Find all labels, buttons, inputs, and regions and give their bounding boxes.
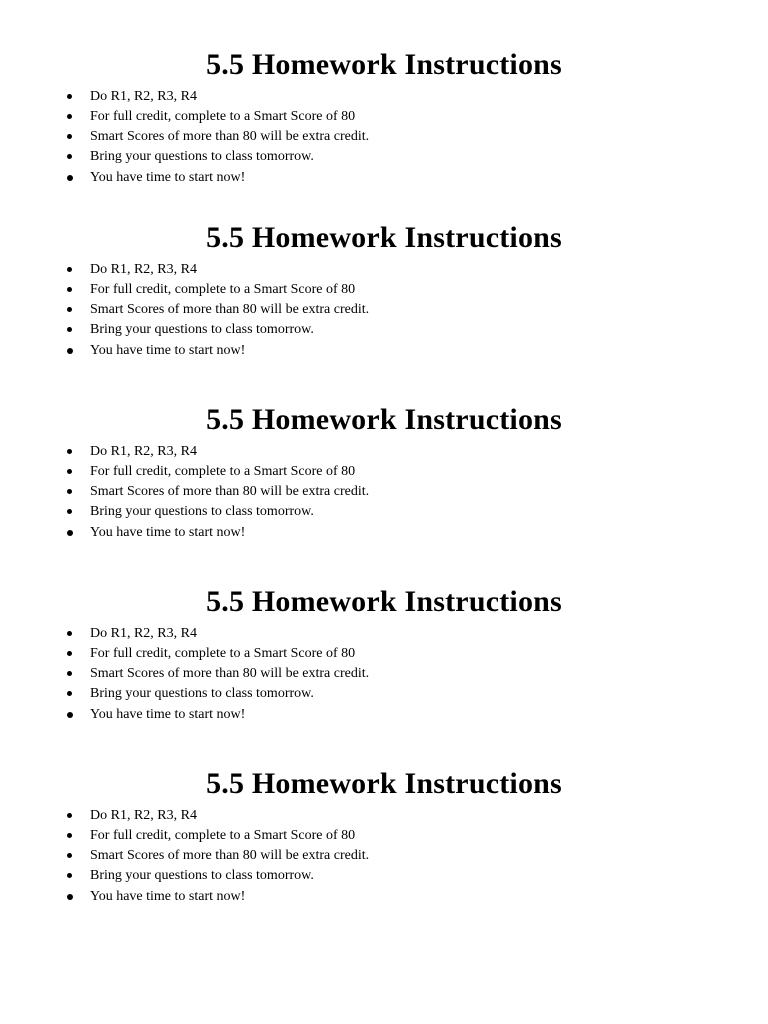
bullet-icon bbox=[67, 691, 72, 696]
bullet-icon bbox=[67, 671, 72, 676]
list-item-text: Do R1, R2, R3, R4 bbox=[90, 262, 197, 277]
bullet-icon bbox=[67, 348, 73, 354]
list-item-text: Smart Scores of more than 80 will be extra credit. bbox=[90, 848, 370, 863]
list-item bbox=[0, 107, 768, 127]
bullet-icon bbox=[67, 651, 72, 656]
list-item bbox=[0, 886, 768, 908]
list-item-text: Smart Scores of more than 80 will be extra credit. bbox=[90, 484, 370, 499]
list-item-text: You have time to start now! bbox=[90, 707, 246, 722]
bullet-icon bbox=[67, 894, 73, 900]
instructions-block-4 bbox=[0, 584, 768, 722]
list-item bbox=[0, 442, 768, 462]
list-item-text: You have time to start now! bbox=[90, 343, 246, 358]
bullet-icon bbox=[67, 469, 72, 474]
list-item bbox=[0, 260, 768, 280]
list-item bbox=[0, 704, 768, 726]
bullet-icon bbox=[67, 449, 72, 454]
list-item bbox=[0, 624, 768, 644]
bullet-icon bbox=[67, 287, 72, 292]
list-item-text: Smart Scores of more than 80 will be extra credit. bbox=[90, 129, 370, 144]
list-item bbox=[0, 684, 768, 704]
list-item bbox=[0, 644, 768, 664]
instruction-list bbox=[0, 87, 768, 189]
list-item bbox=[0, 522, 768, 544]
list-item-text: For full credit, complete to a Smart Score of 80 bbox=[90, 646, 356, 661]
list-item bbox=[0, 280, 768, 300]
instruction-list bbox=[0, 806, 768, 908]
list-item bbox=[0, 502, 768, 522]
list-item bbox=[0, 147, 768, 167]
list-item bbox=[0, 806, 768, 826]
bullet-icon bbox=[67, 114, 72, 119]
list-item-text: You have time to start now! bbox=[90, 525, 246, 540]
list-item bbox=[0, 482, 768, 502]
list-item-text: For full credit, complete to a Smart Score of 80 bbox=[90, 282, 356, 297]
instructions-block-2 bbox=[0, 220, 768, 358]
bullet-icon bbox=[67, 489, 72, 494]
list-item bbox=[0, 87, 768, 107]
block-title: 5.5 Homework Instructions bbox=[206, 48, 562, 81]
list-item-text: Bring your questions to class tomorrow. bbox=[90, 686, 314, 701]
block-title: 5.5 Homework Instructions bbox=[206, 585, 562, 618]
list-item-text: Bring your questions to class tomorrow. bbox=[90, 504, 314, 519]
list-item-text: Smart Scores of more than 80 will be extra credit. bbox=[90, 666, 370, 681]
bullet-icon bbox=[67, 631, 72, 636]
block-title: 5.5 Homework Instructions bbox=[206, 767, 562, 800]
bullet-icon bbox=[67, 813, 72, 818]
list-item-text: Do R1, R2, R3, R4 bbox=[90, 89, 197, 104]
list-item bbox=[0, 340, 768, 362]
instruction-list bbox=[0, 260, 768, 362]
bullet-icon bbox=[67, 853, 72, 858]
list-item bbox=[0, 664, 768, 684]
block-title: 5.5 Homework Instructions bbox=[206, 403, 562, 436]
list-item bbox=[0, 826, 768, 846]
list-item bbox=[0, 462, 768, 482]
bullet-icon bbox=[67, 307, 72, 312]
list-item-text: Do R1, R2, R3, R4 bbox=[90, 626, 197, 641]
list-item-text: You have time to start now! bbox=[90, 889, 246, 904]
bullet-icon bbox=[67, 327, 72, 332]
bullet-icon bbox=[67, 134, 72, 139]
bullet-icon bbox=[67, 509, 72, 514]
list-item bbox=[0, 866, 768, 886]
list-item bbox=[0, 320, 768, 340]
bullet-icon bbox=[67, 833, 72, 838]
bullet-icon bbox=[67, 873, 72, 878]
list-item-text: Do R1, R2, R3, R4 bbox=[90, 808, 197, 823]
list-item-text: Bring your questions to class tomorrow. bbox=[90, 868, 314, 883]
instructions-block-5 bbox=[0, 766, 768, 904]
bullet-icon bbox=[67, 175, 73, 181]
list-item-text: Smart Scores of more than 80 will be extra credit. bbox=[90, 302, 370, 317]
list-item-text: Bring your questions to class tomorrow. bbox=[90, 322, 314, 337]
list-item-text: For full credit, complete to a Smart Score of 80 bbox=[90, 109, 356, 124]
list-item bbox=[0, 127, 768, 147]
bullet-icon bbox=[67, 530, 73, 536]
list-item bbox=[0, 167, 768, 189]
list-item-text: Bring your questions to class tomorrow. bbox=[90, 149, 314, 164]
block-title: 5.5 Homework Instructions bbox=[206, 221, 562, 254]
bullet-icon bbox=[67, 712, 73, 718]
bullet-icon bbox=[67, 267, 72, 272]
bullet-icon bbox=[67, 94, 72, 99]
list-item-text: You have time to start now! bbox=[90, 170, 246, 185]
list-item-text: For full credit, complete to a Smart Score of 80 bbox=[90, 828, 356, 843]
list-item bbox=[0, 300, 768, 320]
instruction-list bbox=[0, 442, 768, 544]
list-item-text: Do R1, R2, R3, R4 bbox=[90, 444, 197, 459]
instructions-block-3 bbox=[0, 402, 768, 540]
list-item bbox=[0, 846, 768, 866]
instructions-block-1 bbox=[0, 47, 768, 185]
bullet-icon bbox=[67, 154, 72, 159]
list-item-text: For full credit, complete to a Smart Score of 80 bbox=[90, 464, 356, 479]
instruction-list bbox=[0, 624, 768, 726]
